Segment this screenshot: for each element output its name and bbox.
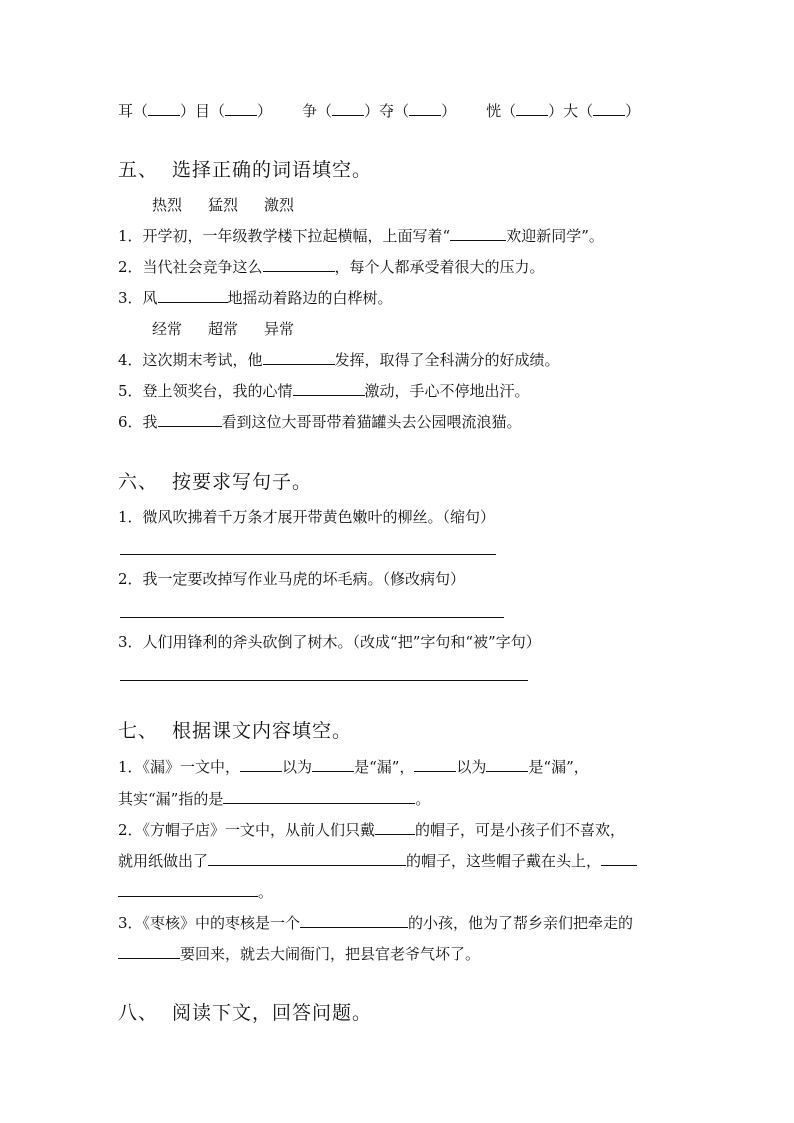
blank[interactable] (263, 257, 335, 272)
blank[interactable] (409, 101, 441, 116)
idiom-3-part: ）大（ (548, 102, 594, 120)
blank[interactable] (208, 851, 406, 866)
s5-question-4: 4．这次期末考试，他 发挥，取得了全科满分的好成绩。 (118, 351, 560, 369)
s7-question-2: 2．《方帽子店》一文中，从前人们只戴 的帽子，可是小孩子们不喜欢， (118, 821, 626, 839)
blank[interactable] (601, 851, 637, 866)
s5-question-5: 5．登上领奖台，我的心情 激动，手心不停地出汗。 (118, 382, 530, 400)
idiom-1-part: 耳（ (118, 102, 149, 120)
word-option: 经常 (152, 320, 183, 338)
s5-question-1: 1．开学初，一年级教学楼下拉起横幅，上面写着“ 欢迎新同学”。 (118, 227, 604, 245)
section-title: 根据课文内容填空。 (172, 720, 353, 742)
blank[interactable] (516, 101, 548, 116)
s6-question-1: 1．微风吹拂着千万条才展开带黄色嫩叶的柳丝。（缩句） (118, 508, 496, 526)
blank[interactable] (593, 101, 625, 116)
s6-question-2: 2．我一定要改掉写作业马虎的坏毛病。（修改病句） (118, 570, 466, 588)
word-option: 异常 (264, 320, 295, 338)
blank[interactable] (300, 913, 408, 928)
s7-question-2-cont: 就用纸做出了 的帽子，这些帽子戴在头上， (118, 851, 637, 871)
section-title: 选择正确的词语填空。 (172, 159, 373, 181)
blank[interactable] (312, 757, 354, 772)
word-option: 猛烈 (208, 196, 239, 214)
idiom-2-part: ）夺（ (364, 102, 410, 120)
blank[interactable] (158, 288, 228, 303)
blank[interactable] (223, 789, 415, 804)
idiom-2-part: ） (441, 102, 457, 120)
section-6-heading (118, 470, 312, 494)
section-8-heading (118, 1001, 372, 1025)
idiom-1-part: ） (257, 102, 273, 120)
idiom-3-part: ） (625, 102, 641, 120)
word-options-1 (152, 195, 320, 215)
blank[interactable] (148, 101, 180, 116)
s7-question-1-cont: 其实“漏”指的是 。 (118, 790, 431, 808)
section-number: 五、 (118, 159, 159, 181)
blank[interactable] (118, 882, 258, 897)
idiom-1-part: ）目（ (180, 102, 226, 120)
s6-question-3: 3．人们用锋利的斧头砍倒了树木。（改成“把”字句和“被”字句） (118, 633, 541, 651)
blank[interactable] (225, 101, 257, 116)
blank[interactable] (450, 226, 506, 241)
blank[interactable] (118, 944, 180, 959)
answer-line[interactable] (120, 554, 496, 555)
blank[interactable] (293, 381, 365, 396)
section-number: 六、 (118, 471, 159, 493)
s5-question-2: 2．当代社会竞争这么 ，每个人都承受着很大的压力。 (118, 258, 545, 276)
answer-line[interactable] (120, 680, 528, 681)
blank[interactable] (486, 757, 528, 772)
word-option: 热烈 (152, 196, 183, 214)
s5-question-3: 3．风 地摇动着路边的白桦树。 (118, 289, 393, 307)
blank[interactable] (414, 757, 456, 772)
blank[interactable] (158, 412, 222, 427)
section-title: 按要求写句子。 (172, 471, 313, 493)
idiom-fill-row (118, 101, 640, 121)
blank[interactable] (375, 820, 415, 835)
word-option: 超常 (208, 320, 239, 338)
s7-question-2-end: 。 (118, 882, 273, 902)
answer-line[interactable] (120, 617, 504, 618)
section-number: 七、 (118, 720, 159, 742)
idiom-3-part: 恍（ (486, 102, 517, 120)
s7-question-3-cont: 要回来，就去大闹衙门，把县官老爷气坏了。 (118, 944, 480, 964)
s5-question-6: 6．我 看到这位大哥哥带着猫罐头去公园喂流浪猫。 (118, 413, 522, 431)
word-options-2 (152, 319, 320, 339)
section-number: 八、 (118, 1002, 159, 1024)
section-title: 阅读下文，回答问题。 (172, 1002, 373, 1024)
section-7-heading (118, 719, 352, 743)
s7-question-1: 1．《漏》一文中， 以为 是“漏”， 以为 是“漏”， (118, 758, 589, 776)
section-5-heading (118, 158, 372, 182)
word-option: 激烈 (264, 196, 295, 214)
blank[interactable] (263, 350, 335, 365)
idiom-2-part: 争（ (302, 102, 333, 120)
blank[interactable] (332, 101, 364, 116)
blank[interactable] (240, 757, 282, 772)
s7-question-3: 3．《枣核》中的枣核是一个 的小孩，他为了帮乡亲们把牵走的 (118, 914, 634, 932)
